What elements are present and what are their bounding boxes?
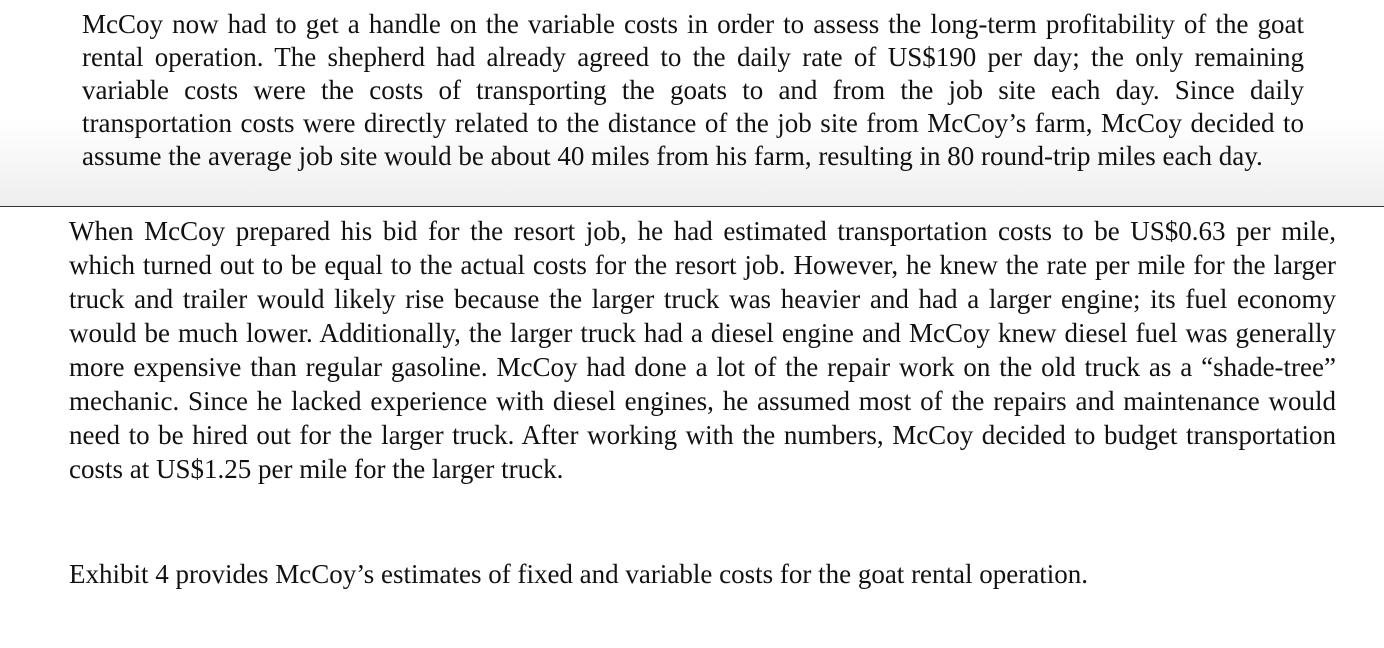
exhibit-reference-paragraph: Exhibit 4 provides McCoy’s estimates of fixed and variable costs for the goat rental operation. [69, 559, 1088, 589]
transportation-costs-paragraph: When McCoy prepared his bid for the resort job, he had estimated transportation costs to be US$0.63 per mile, which turned out to be equal to the actual costs for the resort job. However, he knew the rate per mile for the larger truck and trailer would likely rise because the larger truck was heavier and had a larger engine; its fuel economy would be much lower. Additionally, the larger truck had a diesel engine and McCoy knew diesel fuel was generally more expensive than regular gasoline. McCoy had done a lot of the repair work on the old truck as a “shade-tree” mechanic. Since he lacked experience with diesel engines, he assumed most of the repairs and maintenance would need to be hired out for the larger truck. After working with the numbers, McCoy decided to budget transportation costs at US$1.25 per mile for the larger truck. [69, 216, 1336, 484]
excerpt-paragraph: McCoy now had to get a handle on the variable costs in order to assess the long-term profitability of the goat rental operation. The shepherd had already agreed to the daily rate of US$190 per day; the only remaining variable costs were the costs of transporting the goats to and from the job site each day. Since daily transportation costs were directly related to the distance of the job site from McCoy’s farm, McCoy decided to assume the average job site would be about 40 miles from his farm, resulting in 80 round-trip miles each day. [82, 9, 1304, 171]
excerpt-panel [0, 0, 1384, 207]
